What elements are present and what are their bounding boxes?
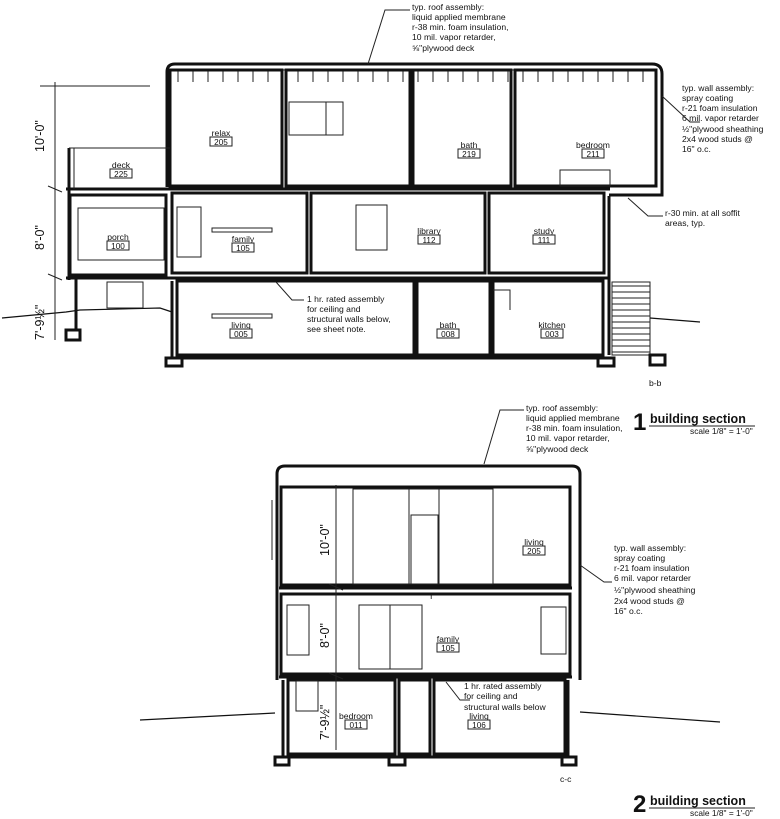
section-1-footing-stair: [650, 355, 665, 365]
section-1-living-table: [212, 314, 272, 318]
s1-roof-note-line-4: 10 mil. vapor retarder,: [412, 32, 496, 42]
section-2-grade-west: [140, 713, 275, 720]
room-label-relax: relax: [211, 128, 231, 138]
s2-room-number-205: 205: [527, 547, 541, 556]
s2-wall-note-line-5: ½"plywood sheathing: [614, 585, 696, 595]
room-number-225: 225: [114, 170, 128, 179]
room-label-living-005: living: [231, 320, 251, 330]
section-2-glazing-upper: [353, 489, 493, 584]
section-1-room-bedroom-box: [515, 70, 656, 186]
section-2-wall-leader: [580, 565, 612, 582]
section-1-room-library-box: [311, 193, 485, 273]
s2-room-label-living-205: living: [524, 537, 544, 547]
s1-fire-note-line-2: for ceiling and: [307, 304, 361, 314]
room-label-kitchen: kitchen: [538, 320, 566, 330]
section-2-cut-label: c-c: [560, 774, 572, 784]
section-1-cut-label: b-b: [649, 378, 662, 388]
room-label-bath-219: bath: [460, 140, 478, 150]
section-2-basement-window: [296, 681, 318, 711]
room-number-003: 003: [545, 330, 559, 339]
section-2-title: building section: [650, 794, 746, 808]
section-2-number: 2: [633, 791, 647, 818]
room-label-family: family: [231, 234, 255, 244]
s1-roof-note-line-2: liquid applied membrane: [412, 12, 506, 22]
s1-roof-note-line-3: r-38 min. foam insulation,: [412, 22, 509, 32]
section-1-dim-10ft: 10'-0": [33, 120, 47, 152]
s1-fire-note-line-3: structural walls below,: [307, 314, 391, 324]
s2-wall-note-line-4: 6 mil. vapor retarder: [614, 573, 691, 583]
s2-fire-note-line-3: structural walls below: [464, 702, 546, 712]
section-1-fire-leader: [276, 282, 304, 300]
s1-fire-note-line-4: see sheet note.: [307, 324, 366, 334]
section-1-room-bath-lower-box: [417, 281, 490, 355]
room-number-112: 112: [422, 236, 436, 245]
section-1-soffit-leader: [628, 198, 663, 216]
section-1-footing-east: [598, 358, 614, 366]
section-1-grade-east: [650, 318, 700, 322]
s1-wall-note-line-1: typ. wall assembly:: [682, 83, 755, 93]
s1-wall-note-line-4: 6 mil. vapor retarder: [682, 113, 759, 123]
s1-roof-note-line-5: ⅝"plywood deck: [412, 43, 475, 53]
section-2-footing-west: [275, 757, 289, 765]
s2-room-label-family: family: [436, 634, 460, 644]
section-1-scale: scale 1/8" = 1'-0": [690, 426, 753, 436]
room-label-porch: porch: [107, 232, 129, 242]
section-1-room-bath-box: [413, 70, 511, 186]
section-1-dim-basement: 7'-9½": [33, 304, 47, 340]
section-1-exterior-stair: [612, 282, 650, 355]
s1-wall-note-line-7: 16" o.c.: [682, 144, 711, 154]
room-label-bedroom: bedroom: [576, 140, 610, 150]
room-number-219: 219: [462, 150, 476, 159]
room-label-study: study: [533, 226, 555, 236]
section-2-footing-east: [562, 757, 576, 765]
section-1-room-family-box: [172, 193, 307, 273]
section-2-roof-leader: [484, 410, 524, 464]
section-2-window-east: [541, 607, 566, 654]
s1-wall-note-line-5: ½"plywood sheathing: [682, 124, 764, 134]
section-1-footing-west: [66, 330, 80, 340]
s2-wall-note-line-2: spray coating: [614, 553, 666, 563]
section-1-title: building section: [650, 412, 746, 426]
room-number-100: 100: [111, 242, 125, 251]
room-label-bath-008: bath: [439, 320, 457, 330]
s1-soffit-note-line-1: r-30 min. at all soffit: [665, 208, 740, 218]
section-1-notes: [276, 2, 764, 388]
s2-fire-note-line-1: 1 hr. rated assembly: [464, 681, 542, 691]
section-2-footing-center: [389, 757, 405, 765]
section-1-window-upper: [289, 102, 343, 135]
section-1-bed: [560, 170, 610, 186]
s2-wall-note-line-7: 16" o.c.: [614, 606, 643, 616]
section-1-dimensions: [33, 82, 150, 340]
s1-wall-note-line-2: spray coating: [682, 93, 734, 103]
room-label-library: library: [417, 226, 441, 236]
s2-roof-note-line-4: 10 mil. vapor retarder,: [526, 433, 610, 443]
section-2-window-west: [287, 605, 309, 655]
section-1-kitchen-cabinet: [493, 290, 510, 310]
s2-fire-note-line-2: for ceiling and: [464, 691, 518, 701]
room-label-deck: deck: [111, 160, 131, 170]
s2-room-label-living-106: living: [469, 711, 489, 721]
s2-room-label-bedroom: bedroom: [339, 711, 373, 721]
section-1-room-upper-middle-box: [286, 70, 410, 186]
s1-wall-note-line-3: r-21 foam insulation: [682, 103, 758, 113]
room-number-205: 205: [214, 138, 228, 147]
section-2-room-closet-box: [399, 680, 430, 754]
s2-room-number-011: 011: [349, 721, 363, 730]
s1-roof-note-line-1: typ. roof assembly:: [412, 2, 485, 12]
section-1-library-window: [356, 205, 387, 250]
stair-outline: [612, 282, 650, 355]
s2-room-number-106: 106: [472, 721, 486, 730]
s2-roof-note-line-1: typ. roof assembly:: [526, 403, 599, 413]
s2-wall-note-line-3: r-21 foam insulation: [614, 563, 690, 573]
section-1-basement-window: [107, 282, 143, 308]
s2-roof-note-line-2: liquid applied membrane: [526, 413, 620, 423]
section-2-dim-basement: 7'-9½": [318, 704, 332, 740]
s2-wall-note-line-6: 2x4 wood studs @: [614, 596, 685, 606]
section-1-roof-leader: [368, 10, 410, 64]
room-number-008: 008: [441, 330, 455, 339]
s2-room-number-105: 105: [441, 644, 455, 653]
section-2-door-upper: [411, 515, 438, 584]
section-1-family-window: [177, 207, 201, 257]
s1-soffit-note-line-2: areas, typ.: [665, 218, 706, 228]
section-1-footing-center: [166, 358, 182, 366]
section-2-title-block: [633, 791, 755, 818]
section-2-beam-symbol: I: [430, 591, 433, 601]
s2-roof-note-line-3: r-38 min. foam insulation,: [526, 423, 623, 433]
s2-wall-note-line-1: typ. wall assembly:: [614, 543, 687, 553]
section-2-dim-8ft: 8'-0": [318, 623, 332, 648]
section-1-number: 1: [633, 409, 647, 436]
section-1-dim-8ft: 8'-0": [33, 225, 47, 250]
section-2-grade-east: [580, 712, 720, 722]
s1-fire-note-line-1: 1 hr. rated assembly: [307, 294, 385, 304]
section-1-grade-west: [2, 308, 172, 318]
s2-roof-note-line-5: ⅝"plywood deck: [526, 444, 589, 454]
section-1-family-table: [212, 228, 272, 232]
room-number-005: 005: [234, 330, 248, 339]
room-number-211: 211: [586, 150, 600, 159]
section-2-dim-10ft: 10'-0": [318, 524, 332, 556]
room-number-105: 105: [236, 244, 250, 253]
room-number-111: 111: [537, 236, 551, 245]
section-2-scale: scale 1/8" = 1'-0": [690, 808, 753, 818]
section-1-title-block: [633, 409, 755, 436]
s1-wall-note-line-6: 2x4 wood studs @: [682, 134, 753, 144]
